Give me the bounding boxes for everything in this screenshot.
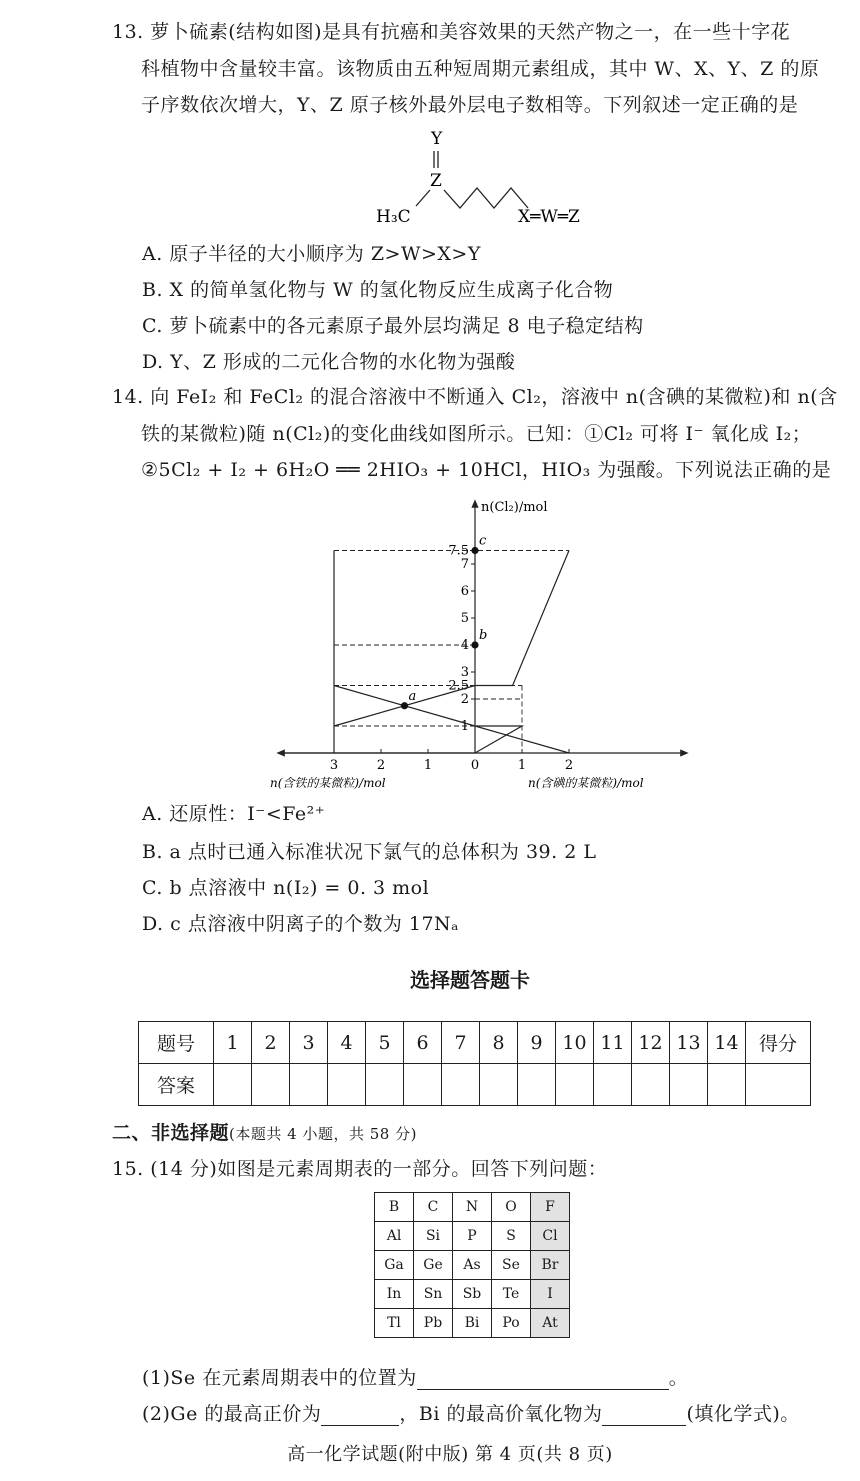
element-cell: Te <box>492 1280 531 1309</box>
origin-label: 0 <box>470 758 480 773</box>
answer-cell[interactable] <box>366 1064 404 1106</box>
q13-line1: 13. 萝卜硫素(结构如图)是具有抗癌和美容效果的天然产物之一，在一些十字花 <box>112 21 791 43</box>
methyl-group: H₃C <box>376 207 411 227</box>
x-tick-label: 2 <box>564 758 574 773</box>
element-cell: Pb <box>414 1309 453 1338</box>
element-cell: In <box>375 1280 414 1309</box>
element-cell: N <box>453 1193 492 1222</box>
answer-card-title: 选择题答题卡 <box>410 968 530 992</box>
question-number-cell: 2 <box>252 1022 290 1064</box>
element-cell: C <box>414 1193 453 1222</box>
question-number-cell: 3 <box>290 1022 328 1064</box>
answer-cell[interactable] <box>594 1064 632 1106</box>
x-tick-label: 3 <box>329 758 339 773</box>
q14-option-c: C. b 点溶液中 n(I₂) = 0. 3 mol <box>142 877 430 899</box>
element-cell: I <box>531 1280 570 1309</box>
question-number-cell: 14 <box>708 1022 746 1064</box>
y-tick-label: 2 <box>460 692 469 707</box>
element-cell: Se <box>492 1251 531 1280</box>
q14-option-a: A. 还原性：I⁻<Fe²⁺ <box>142 803 326 825</box>
question-number-cell: 13 <box>670 1022 708 1064</box>
q13-option-d: D. Y、Z 形成的二元化合物的水化物为强酸 <box>142 351 516 373</box>
periodic-row <box>375 1309 570 1338</box>
y-tick-label: 7 <box>460 557 469 572</box>
section2-title: 二、非选择题 <box>112 1122 230 1144</box>
element-cell: As <box>453 1251 492 1280</box>
element-cell: Br <box>531 1251 570 1280</box>
y-axis-label: n(Cl₂)/mol <box>481 500 548 515</box>
element-cell: F <box>531 1193 570 1222</box>
element-cell: S <box>492 1222 531 1251</box>
answer-card-table <box>138 1021 811 1106</box>
x-tick-label: 1 <box>423 758 433 773</box>
element-cell: P <box>453 1222 492 1251</box>
answer-cell[interactable] <box>290 1064 328 1106</box>
q15-intro: 15. (14 分)如图是元素周期表的一部分。回答下列问题： <box>112 1158 608 1180</box>
question-number-cell: 5 <box>366 1022 404 1064</box>
element-cell: Po <box>492 1309 531 1338</box>
element-cell: Ga <box>375 1251 414 1280</box>
question-number-cell: 1 <box>214 1022 252 1064</box>
q15-sub1 <box>142 1366 688 1390</box>
y-tick-label: 3 <box>460 665 469 680</box>
x-tick-label: 1 <box>517 758 527 773</box>
q15-sub2-text: (2)Ge 的最高正价为 <box>142 1403 322 1425</box>
x-axis-label-iron: n(含铁的某微粒)/mol <box>270 776 386 790</box>
point-label-a: a <box>408 688 417 704</box>
answer-blank-1[interactable] <box>417 1369 669 1390</box>
sulforaphane-structure <box>360 124 640 234</box>
point-b <box>471 641 478 648</box>
page-footer: 高一化学试题(附中版) 第 4 页(共 8 页) <box>287 1444 613 1465</box>
y-tick-label: 5 <box>460 611 469 626</box>
periodic-row <box>375 1193 570 1222</box>
q14-option-d: D. c 点溶液中阴离子的个数为 17Nₐ <box>142 913 459 935</box>
q15-sub1-text: (1)Se 在元素周期表中的位置为 <box>142 1367 417 1389</box>
element-cell: Si <box>414 1222 453 1251</box>
element-cell: Cl <box>531 1222 570 1251</box>
q15-sub2-end: (填化学式)。 <box>686 1403 800 1425</box>
x-axis-label-iodine: n(含碘的某微粒)/mol <box>528 776 644 790</box>
periodic-row <box>375 1251 570 1280</box>
section2-heading <box>112 1121 417 1146</box>
element-cell: Sb <box>453 1280 492 1309</box>
cl2-graph <box>260 495 700 800</box>
question-number-cell: 4 <box>328 1022 366 1064</box>
periodic-table-fragment <box>374 1192 570 1338</box>
answer-blank-2[interactable] <box>321 1405 399 1426</box>
answer-cell[interactable] <box>670 1064 708 1106</box>
x-tick-label: 2 <box>376 758 386 773</box>
answer-cell[interactable] <box>214 1064 252 1106</box>
answer-cell[interactable] <box>708 1064 746 1106</box>
q14-line1: 14. 向 FeI₂ 和 FeCl₂ 的混合溶液中不断通入 Cl₂，溶液中 n(含碘的某微粒)和 n(含 <box>112 386 838 408</box>
point-label-c: c <box>479 533 487 549</box>
q14-line2: 铁的某微粒)随 n(Cl₂)的变化曲线如图所示。已知：①Cl₂ 可将 I⁻ 氧化成 I₂； <box>141 423 812 445</box>
y-tick-label: 1 <box>460 719 469 734</box>
q13-line3: 子序数依次增大，Y、Z 原子核外最外层电子数相等。下列叙述一定正确的是 <box>141 94 799 116</box>
q14-option-b: B. a 点时已通入标准状况下氯气的总体积为 39. 2 L <box>142 841 597 863</box>
atom-y: Y <box>431 129 443 149</box>
series-line <box>475 551 569 686</box>
y-tick-label: 7.5 <box>448 543 469 559</box>
answer-cell[interactable] <box>480 1064 518 1106</box>
score-label-cell: 得分 <box>746 1022 811 1064</box>
chain-end-group: X═W═Z <box>518 207 580 227</box>
q15-sub2 <box>142 1402 800 1426</box>
point-a <box>401 702 408 709</box>
y-tick-label: 2.5 <box>448 678 469 694</box>
row-label-number: 题号 <box>139 1022 214 1064</box>
q13-line2: 科植物中含量较丰富。该物质由五种短周期元素组成，其中 W、X、Y、Z 的原 <box>141 58 820 80</box>
element-cell: O <box>492 1193 531 1222</box>
q14-line3: ②5Cl₂ + I₂ + 6H₂O ══ 2HIO₃ + 10HCl，HIO₃ 为强酸。下列说法正确的是 <box>141 459 832 481</box>
q15-sub2-mid: ，Bi 的最高价氧化物为 <box>399 1403 603 1425</box>
element-cell: Sn <box>414 1280 453 1309</box>
question-number-cell: 6 <box>404 1022 442 1064</box>
question-number-cell: 9 <box>518 1022 556 1064</box>
y-tick-label: 4 <box>460 638 469 653</box>
y-tick-label: 6 <box>460 584 469 599</box>
answer-cell[interactable] <box>328 1064 366 1106</box>
atom-z: Z <box>430 171 442 191</box>
element-cell: Bi <box>453 1309 492 1338</box>
question-number-cell: 8 <box>480 1022 518 1064</box>
periodic-row <box>375 1280 570 1309</box>
section2-note: (本题共 4 小题，共 58 分) <box>229 1125 417 1143</box>
answer-cell[interactable] <box>556 1064 594 1106</box>
score-cell[interactable] <box>746 1064 811 1106</box>
series-line <box>475 726 522 753</box>
answer-blank-3[interactable] <box>602 1405 686 1426</box>
answer-cell[interactable] <box>252 1064 290 1106</box>
q15-sub1-end: 。 <box>668 1367 689 1389</box>
answer-cell[interactable] <box>518 1064 556 1106</box>
answer-cell[interactable] <box>442 1064 480 1106</box>
q13-option-c: C. 萝卜硫素中的各元素原子最外层均满足 8 电子稳定结构 <box>142 315 644 337</box>
element-cell: Ge <box>414 1251 453 1280</box>
answer-cell[interactable] <box>632 1064 670 1106</box>
question-number-cell: 11 <box>594 1022 632 1064</box>
periodic-row <box>375 1222 570 1251</box>
question-number-cell: 10 <box>556 1022 594 1064</box>
row-label-answer: 答案 <box>139 1064 214 1106</box>
q13-option-a: A. 原子半径的大小顺序为 Z>W>X>Y <box>142 243 481 265</box>
element-cell: Tl <box>375 1309 414 1338</box>
question-number-cell: 12 <box>632 1022 670 1064</box>
point-c <box>471 547 478 554</box>
element-cell: At <box>531 1309 570 1338</box>
answer-cell[interactable] <box>404 1064 442 1106</box>
question-number-cell: 7 <box>442 1022 480 1064</box>
point-label-b: b <box>479 628 488 643</box>
element-cell: Al <box>375 1222 414 1251</box>
element-cell: B <box>375 1193 414 1222</box>
q13-option-b: B. X 的简单氢化物与 W 的氢化物反应生成离子化合物 <box>142 279 614 301</box>
